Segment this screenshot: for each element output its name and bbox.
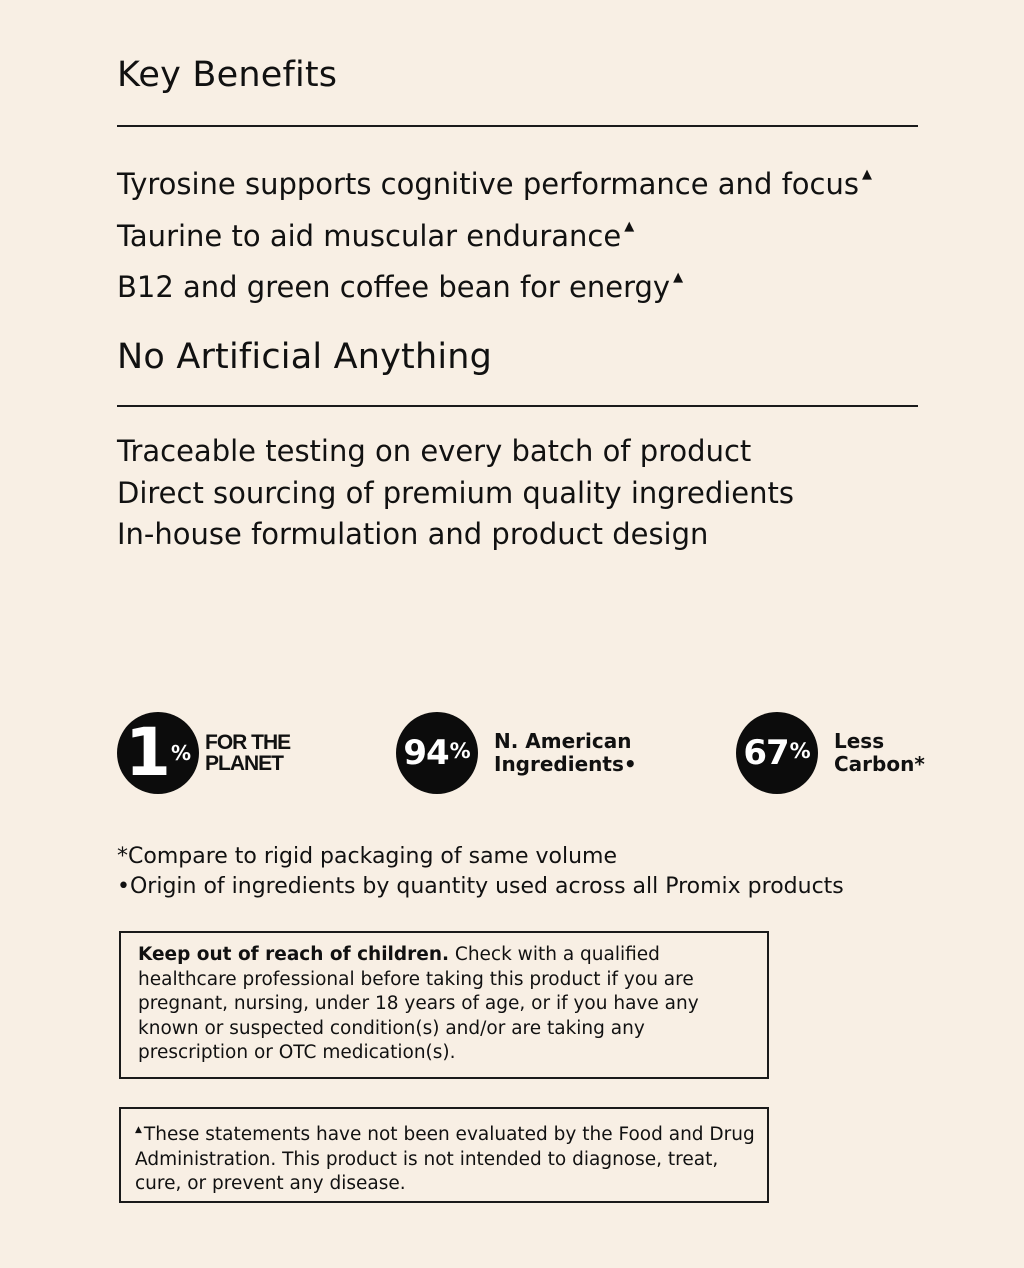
no-artificial-divider — [117, 405, 918, 407]
american-ingredients-badge — [396, 710, 637, 796]
less-carbon-badge — [736, 710, 925, 796]
footnote: *Compare to rigid packaging of same volume — [117, 844, 618, 869]
fda-disclaimer-box — [119, 1107, 769, 1203]
fda-disclaimer-text: ▲ These statements have not been evaluated by the Food and Drug Administration. This product is not intended to diagnose, treat, cure, or prevent any disease. — [135, 1124, 755, 1194]
list-item: B12 and green coffee bean for energy ▲ — [117, 270, 684, 304]
footnotes — [117, 842, 844, 902]
triangle-marker-icon: ▲ — [861, 167, 872, 182]
planet-badge-label: FOR THE PLANET — [205, 731, 291, 775]
list-item: In-house formulation and product design — [117, 517, 709, 551]
one-percent-logo-icon: 1 % — [117, 712, 199, 794]
percent-circle: 94 % — [396, 712, 478, 794]
carbon-badge-label: Less Carbon* — [834, 729, 925, 776]
one-percent-planet-badge — [117, 710, 290, 796]
triangle-marker-icon: ▲ — [673, 270, 684, 285]
warning-box — [119, 931, 769, 1079]
list-item: Direct sourcing of premium quality ingredients — [117, 475, 794, 510]
american-badge-label: N. American Ingredients• — [494, 729, 637, 776]
warning-text: Keep out of reach of children. Check with a qualified healthcare professional before taking this product if you are pregnant, nursing, under 18 years of age, or if you have any known or suspected condition(s) and/or are taking any prescription or OTC medication(s). — [138, 944, 699, 1063]
list-item: Traceable testing on every batch of product — [117, 434, 752, 468]
footnote: •Origin of ingredients by quantity used across all Promix products — [117, 874, 844, 899]
key-benefits-title: Key Benefits — [117, 55, 338, 95]
no-artificial-list — [117, 431, 794, 556]
key-benefits-divider — [117, 125, 918, 127]
list-item: Tyrosine supports cognitive performance and focus ▲ — [117, 167, 872, 201]
percent-circle: 67 % — [736, 712, 818, 794]
triangle-marker-icon: ▲ — [624, 218, 635, 234]
no-artificial-title: No Artificial Anything — [117, 337, 493, 377]
key-benefits-list — [117, 154, 872, 309]
triangle-marker-icon: ▲ — [135, 1125, 142, 1135]
list-item: Taurine to aid muscular endurance ▲ — [117, 218, 635, 253]
